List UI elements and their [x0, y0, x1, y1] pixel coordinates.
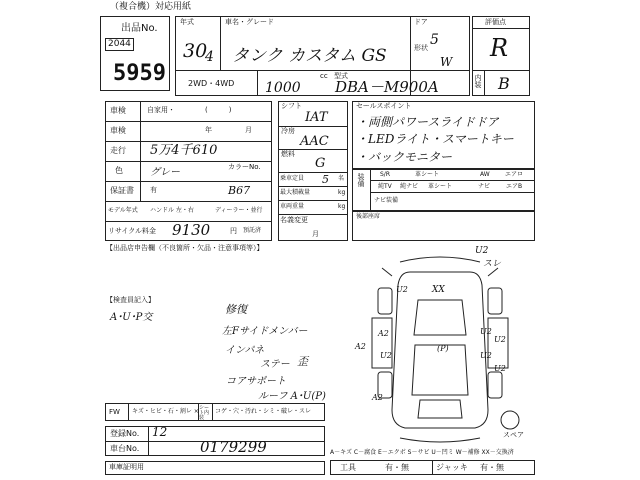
model-value: DBA－M900A: [335, 78, 439, 96]
damage-mark-3: XX: [432, 285, 445, 295]
color-value: グレー: [150, 167, 180, 178]
equip-sr: S/R: [380, 171, 390, 178]
fw-label: FW: [109, 408, 120, 416]
chassis-month: 月: [245, 126, 252, 134]
weight-unit: kg: [338, 203, 346, 210]
lot-label: 出品No.: [121, 23, 158, 34]
color-label: 色: [115, 166, 123, 175]
inspector-note-3: 左Fサイドメンバー: [222, 326, 308, 337]
year-label: 年式: [180, 18, 194, 26]
equip-airbag: エアB: [506, 183, 523, 190]
garage-cert-label: 車庫証明用: [109, 463, 144, 471]
inspector-note-1: A･U･P交: [110, 312, 153, 323]
damage-mark-10: U2: [480, 351, 492, 360]
handle-label: ハンドル 左・右: [150, 207, 194, 214]
model-label: 型式: [334, 72, 348, 80]
equip-seat: 革シート: [428, 183, 453, 190]
recycle-label: リサイクル料金: [108, 227, 157, 235]
notice: 【出品店申告欄（不良箇所・欠品・注意事項等）】: [106, 244, 264, 252]
door-label: ドア: [414, 18, 428, 26]
fw-text: キズ・ヒビ・石・割レ ×: [132, 408, 199, 415]
capacity-label: 乗車定員: [280, 175, 305, 182]
equip-navi: 純ナビ: [400, 183, 419, 190]
inspection-label: 車検: [110, 106, 126, 115]
shape-value: W: [440, 55, 453, 69]
recycle-note: 預託済: [243, 227, 262, 234]
interior-value: B: [498, 74, 510, 93]
damage-legend: A－キズ C－腐食 E－エクボ S－サビ U－凹ミ W－補修 XX－交換済: [330, 449, 514, 456]
equipment-label: 装備: [357, 173, 365, 187]
fuel-value: G: [315, 156, 326, 171]
seat-label: シート内装: [199, 405, 210, 421]
name-label: 車名・グレード: [225, 18, 274, 26]
warranty-label: 保証書: [110, 186, 134, 195]
ac-label: 冷房: [281, 127, 295, 135]
capacity-unit: 名: [338, 175, 345, 182]
inspector-note-4: コアサポート: [226, 376, 286, 387]
sales-point-3: ・バックモニター: [356, 150, 453, 164]
damage-mark-4: U2: [396, 285, 408, 294]
mileage-label: 走行: [110, 146, 126, 155]
chassis-value: 0179299: [200, 438, 267, 456]
model-year-label: モデル年式: [108, 207, 138, 214]
chassis-check-label: 車検: [110, 126, 126, 135]
registration-value: 12: [152, 425, 168, 439]
drive-label: 2WD・4WD: [188, 79, 235, 88]
form-title: （複合機）対応用紙: [110, 2, 192, 12]
inspector-note-8: 歪: [297, 355, 308, 368]
damage-mark-12: U2: [494, 364, 506, 373]
inspection-sub: 自家用・: [147, 106, 175, 114]
navi-equip-label: ナビ装備: [374, 197, 399, 204]
inspector-note-5: インパネ: [225, 345, 265, 356]
load-label: 最大積載量: [280, 189, 311, 196]
month-value: 4: [205, 49, 214, 65]
mileage-value: 5万4千610: [150, 143, 218, 158]
rating-value: R: [490, 34, 509, 62]
chassis-label: 車台No.: [110, 444, 140, 453]
equip-aw: AW: [480, 171, 490, 178]
equip-navi2: ナビ: [478, 183, 491, 190]
inspection-paren: ( ): [205, 106, 232, 114]
spare-label: スペア: [503, 431, 524, 439]
lot-small-number: 2044: [105, 38, 134, 51]
load-unit: kg: [338, 189, 346, 196]
damage-mark-2: スレ: [483, 259, 502, 269]
equip-leather: 革シート: [415, 171, 440, 178]
warranty-value: 有: [150, 186, 157, 194]
seat-text: コゲ・穴・汚れ・シミ・破レ・スレ: [215, 408, 312, 415]
year-value: 30: [183, 40, 208, 62]
recycle-value: 9130: [172, 221, 211, 239]
damage-mark-1: U2: [475, 246, 489, 256]
inspector-note-2: 修復: [225, 303, 247, 316]
cc-value: 1000: [265, 80, 301, 96]
damage-mark-7: U2: [494, 335, 506, 344]
shape-label: 形状: [414, 44, 428, 52]
back-seat-label: 後部座席: [356, 213, 381, 220]
dealer-label: ディーラー・並行: [215, 207, 263, 214]
inspector-label: 【検査員記入】: [106, 296, 155, 304]
damage-mark-5: A2: [378, 329, 389, 338]
jack-value: 有・無: [480, 463, 504, 472]
damage-mark-11: A2: [355, 342, 366, 351]
owner-unit: 月: [312, 230, 319, 238]
fuel-label: 燃料: [281, 150, 295, 158]
recycle-unit: 円: [230, 227, 237, 235]
inspector-note-7: ルーフ A･U(P): [258, 391, 326, 402]
capacity-value: 5: [322, 173, 329, 186]
tools-value: 有・無: [385, 463, 409, 472]
inspector-note-6: ステー: [260, 359, 290, 370]
shift-value: IAT: [305, 110, 328, 125]
owner-label: 名義変更: [280, 216, 308, 224]
door-value: 5: [430, 32, 439, 48]
damage-mark-13: A2: [372, 393, 383, 402]
equip-aero: エアロ: [505, 171, 524, 178]
warranty-code: B67: [228, 184, 251, 197]
sales-points-label: セールスポイント: [356, 102, 412, 110]
cc-unit: cc: [320, 72, 328, 80]
damage-mark-6: U2: [480, 327, 492, 336]
vehicle-name: タンク カスタム GS: [232, 46, 387, 66]
interior-label: 内装: [474, 74, 482, 88]
weight-label: 車両重量: [280, 203, 305, 210]
color-no-label: カラーNo.: [228, 163, 261, 171]
sales-point-2: ・LEDライト・スマートキー: [356, 132, 514, 146]
ac-value: AAC: [300, 134, 329, 149]
sales-point-1: ・両側パワースライドドア: [356, 115, 499, 129]
lot-number: 5959: [113, 61, 166, 86]
registration-label: 登録No.: [110, 429, 140, 438]
shift-label: シフト: [281, 102, 302, 110]
tools-label: 工具: [340, 463, 356, 472]
jack-label: ジャッキ: [436, 463, 468, 472]
equip-tv: 純TV: [378, 183, 392, 190]
damage-mark-8: (P): [437, 344, 449, 353]
damage-mark-9: U2: [380, 351, 392, 360]
rating-label: 評価点: [485, 18, 506, 26]
chassis-year: 年: [205, 126, 212, 134]
